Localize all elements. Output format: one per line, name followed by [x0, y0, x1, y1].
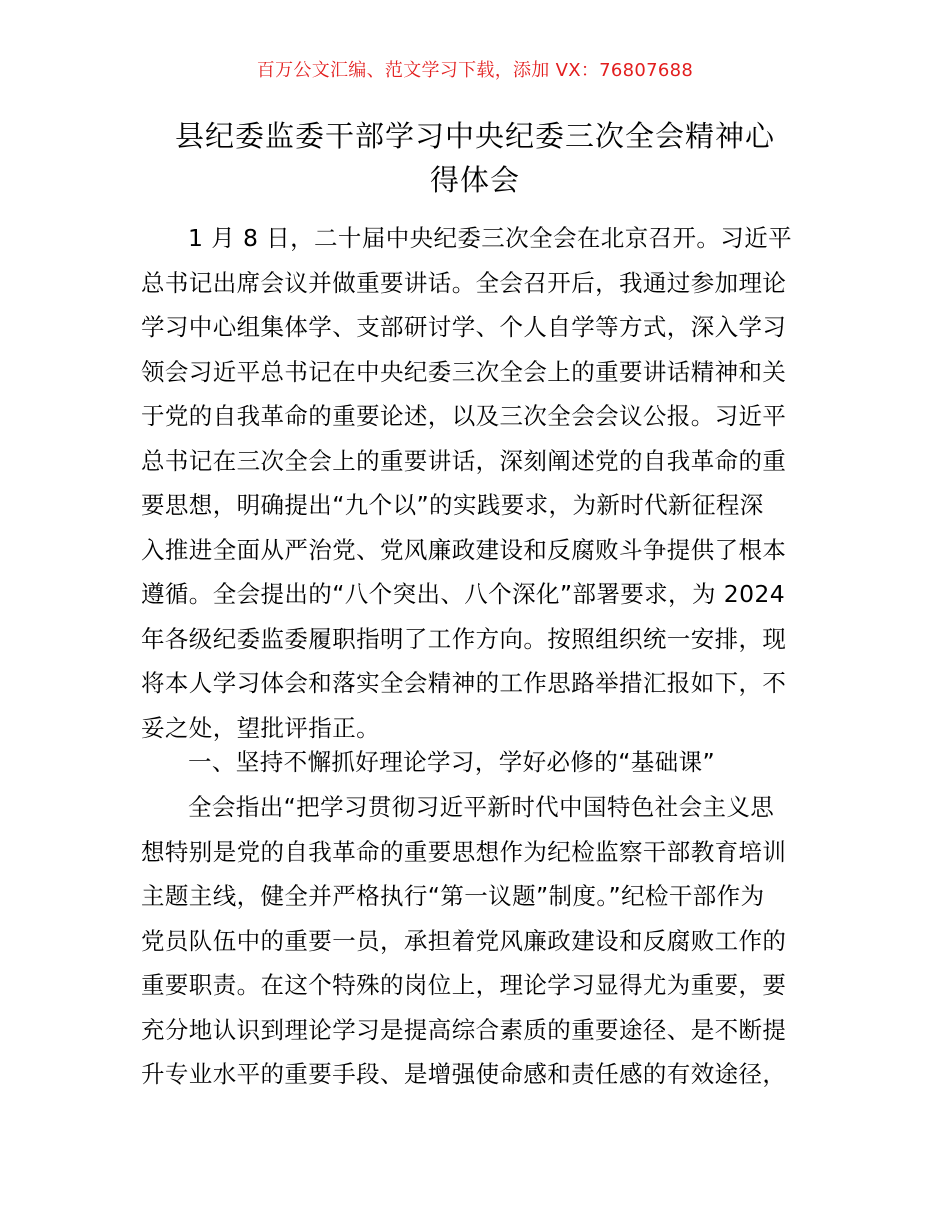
text-line: 学习中心组集体学、支部研讨学、个人自学等方式，深入学习 [141, 313, 787, 341]
text-line: 重要职责。在这个特殊的岗位上，理论学习显得尤为重要，要 [141, 971, 787, 999]
text-line: 想特别是党的自我革命的重要思想作为纪检监察干部教育培训 [141, 837, 787, 866]
text-line: 要思想，明确提出“九个以”的实践要求，为新时代新征程深 [141, 491, 764, 519]
text-line: 党员队伍中的重要一员，承担着党风廉政建设和反腐败工作的 [141, 926, 787, 955]
text-line: 年各级纪委监委履职指明了工作方向。按照组织统一安排，现 [141, 624, 787, 653]
text-line: 领会习近平总书记在中央纪委三次全会上的重要讲话精神和关 [141, 357, 787, 386]
text-line: 升专业水平的重要手段、是增强使命感和责任感的有效途径， [141, 1060, 787, 1088]
document-title [140, 114, 810, 202]
text-line: 总书记出席会议并做重要讲话。全会召开后，我通过参加理论 [141, 268, 787, 297]
watermark-banner: 百万公文汇编、范文学习下载，添加 VX：76807688 [256, 60, 694, 81]
text-line: 入推进全面从严治党、党风廉政建设和反腐败斗争提供了根本 [141, 535, 787, 564]
paragraph-intro [141, 216, 811, 750]
text-line: 总书记在三次全会上的重要讲话，深刻阐述党的自我革命的重 [141, 446, 787, 475]
text-line: 充分地认识到理论学习是提高综合素质的重要途径、是不断提 [141, 1015, 787, 1044]
paragraph-section-one [141, 785, 811, 1097]
text-line: 1 月 8 日，二十届中央纪委三次全会在北京召开。习近平 [188, 224, 793, 252]
title-line: 县纪委监委干部学习中央纪委三次全会精神心 [174, 119, 775, 153]
text-line: 于党的自我革命的重要论述，以及三次全会会议公报。习近平 [141, 402, 787, 430]
section-heading: 一、坚持不懈抓好理论学习，学好必修的“基础课” [188, 748, 716, 776]
title-line: 得体会 [429, 163, 520, 197]
text-line: 遵循。全会提出的“八个突出、八个深化”部署要求，为 2024 [141, 580, 786, 608]
text-line: 妥之处，望批评指正。 [141, 713, 380, 742]
text-line: 主题主线，健全并严格执行“第一议题”制度。”纪检干部作为 [141, 882, 765, 910]
text-line: 将本人学习体会和落实全会精神的工作思路举措汇报如下，不 [141, 669, 787, 697]
text-line: 全会指出“把学习贯彻习近平新时代中国特色社会主义思 [188, 793, 775, 821]
